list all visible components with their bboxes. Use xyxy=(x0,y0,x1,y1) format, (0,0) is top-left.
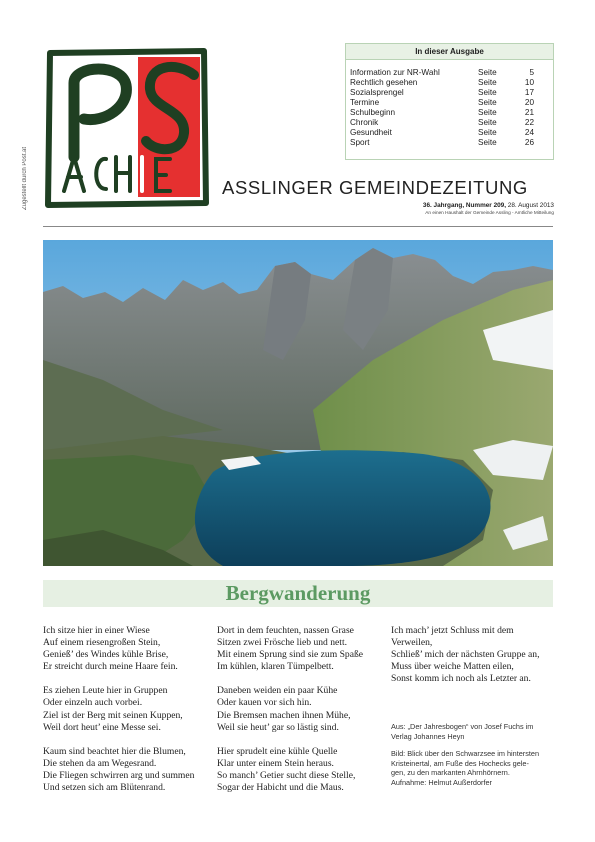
toc-item-seite: Seite xyxy=(478,138,497,147)
issue-date: 28. August 2013 xyxy=(506,202,554,209)
poem-line: Ich mach’ jetzt Schluss mit dem Verweilen, xyxy=(391,625,514,649)
poem-line: Sonst komm ich noch als Letzter an. xyxy=(391,673,531,685)
toc-item-seite: Seite xyxy=(478,108,497,117)
issue-number: 36. Jahrgang, Nummer 209, xyxy=(422,202,507,209)
poem-line: Klar unter einem Stein heraus. xyxy=(217,757,334,769)
toc-item xyxy=(350,68,553,78)
poem-line: Weil sie heut’ gar so lästig sind. xyxy=(217,721,339,733)
toc-item-seite: Seite xyxy=(478,68,497,77)
poem-line: Sogar der Habicht und die Maus. xyxy=(217,782,344,794)
toc-item xyxy=(350,118,553,128)
photo-caption xyxy=(391,749,556,787)
toc-item-page: 26 xyxy=(524,138,534,147)
toc-item-title: Gesundheit xyxy=(350,128,392,137)
toc-list xyxy=(346,60,553,148)
toc-item xyxy=(350,108,553,118)
poem-stanza xyxy=(217,685,382,733)
toc-item xyxy=(350,128,553,138)
poem-column-1 xyxy=(43,625,208,806)
toc-item-page: 5 xyxy=(529,68,534,77)
poem-stanza xyxy=(43,746,208,794)
poem-source xyxy=(391,722,556,741)
poem-line: Mit einem Sprung sind sie zum Spaße xyxy=(217,649,364,661)
toc-item-page: 24 xyxy=(524,128,534,137)
poem-line: Muss über weiche Matten eilen, xyxy=(391,661,514,673)
poem-line: Ich sitze hier in einer Wiese xyxy=(43,625,150,636)
masthead xyxy=(222,178,554,216)
distribution-note: An einen Haushalt der Gemeinde Assling - Amtliche Mitteilung xyxy=(425,210,554,215)
credit-line: gen, zu den markanten Ahrnhörnern. xyxy=(391,768,510,778)
newspaper-title: ASSLINGER GEMEINDEZEITUNG xyxy=(222,177,528,198)
poem-column-3 xyxy=(391,625,556,697)
toc-item xyxy=(350,138,553,148)
poem-line: Die Bremsen machen ihnen Mühe, xyxy=(217,709,351,721)
pachie-logo xyxy=(44,45,209,209)
toc-item-title: Rechtlich gesehen xyxy=(350,78,418,87)
postal-note: Zugestellt durch Post.at xyxy=(22,146,28,210)
toc-item-page: 20 xyxy=(524,98,534,107)
toc-item-page: 22 xyxy=(524,118,534,127)
toc-item-seite: Seite xyxy=(478,78,497,87)
poem-line: So manch’ Getier sucht diese Stelle, xyxy=(217,769,356,781)
poem-line: Die stehen da am Wegesrand. xyxy=(43,757,157,769)
toc-item-title: Sport xyxy=(350,138,370,147)
credit-line: Bild: Blick über den Schwarzsee im hintersten xyxy=(391,749,540,759)
toc-item-seite: Seite xyxy=(478,88,497,97)
poem-title: Bergwanderung xyxy=(225,581,371,605)
header-divider xyxy=(43,226,553,227)
poem-line: Und setzen sich am Blütenrand. xyxy=(43,782,166,794)
toc-heading: In dieser Ausgabe xyxy=(346,44,553,60)
poem-line: Daneben weiden ein paar Kühe xyxy=(217,685,338,697)
toc-item-title: Schulbeginn xyxy=(350,108,396,117)
toc-item-page: 17 xyxy=(524,88,534,97)
poem-stanza xyxy=(217,625,382,673)
toc-item-page: 10 xyxy=(524,78,534,87)
credit-line: Aufnahme: Helmut Außerdorfer xyxy=(391,777,492,787)
issue-info xyxy=(222,202,554,210)
poem-line: Kaum sind beachtet hier die Blumen, xyxy=(43,745,186,757)
poem-line: Hier sprudelt eine kühle Quelle xyxy=(217,745,338,757)
poem-line: Im kühlen, klaren Tümpelbett. xyxy=(217,661,334,673)
poem-stanza xyxy=(43,625,208,673)
credit-line: Kristeinertal, am Fuße des Hochecks gele- xyxy=(391,758,529,768)
credits xyxy=(391,722,556,796)
toc-item-title: Information zur NR-Wahl xyxy=(350,68,440,77)
poem-line: Dort in dem feuchten, nassen Grase xyxy=(217,625,354,636)
poem-line: Die Fliegen schwirren arg und summen xyxy=(43,769,195,781)
poem-stanza xyxy=(391,625,556,685)
poem-line: Er streicht durch meine Haare fein. xyxy=(43,661,178,673)
toc-item-seite: Seite xyxy=(478,98,497,107)
poem-line: Ziel ist der Berg mit seinen Kuppen, xyxy=(43,709,183,721)
credit-line: Verlag Johannes Heyn xyxy=(391,731,465,741)
toc-item-seite: Seite xyxy=(478,118,497,127)
toc-item xyxy=(350,88,553,98)
table-of-contents xyxy=(345,43,554,160)
poem-stanza xyxy=(43,685,208,733)
poem-stanza xyxy=(217,746,382,794)
poem-column-2 xyxy=(217,625,382,806)
cover-photo-mountain-lake xyxy=(43,240,553,566)
toc-item xyxy=(350,78,553,88)
poem-line: Es ziehen Leute hier in Gruppen xyxy=(43,685,168,697)
toc-item-title: Sozialsprengel xyxy=(350,88,404,97)
toc-item xyxy=(350,98,553,108)
poem-line: Auf einem riesengroßen Stein, xyxy=(43,637,161,649)
poem-line: Schließ’ mich der nächsten Gruppe an, xyxy=(391,649,540,661)
toc-item-title: Termine xyxy=(350,98,380,107)
toc-item-title: Chronik xyxy=(350,118,379,127)
toc-item-seite: Seite xyxy=(478,128,497,137)
poem-title-band xyxy=(43,580,553,607)
poem-line: Oder kauen vor sich hin. xyxy=(217,697,312,709)
poem-line: Oder einzeln auch vorbei. xyxy=(43,697,143,709)
credit-line: Aus: „Der Jahresbogen“ von Josef Fuchs im xyxy=(391,722,534,731)
poem-line: Weil dort heut’ eine Messe sei. xyxy=(43,721,161,733)
poem-line: Genieß’ des Windes kühle Brise, xyxy=(43,649,169,661)
poem-line: Sitzen zwei Frösche lieb und nett. xyxy=(217,637,348,649)
toc-item-page: 21 xyxy=(524,108,534,117)
